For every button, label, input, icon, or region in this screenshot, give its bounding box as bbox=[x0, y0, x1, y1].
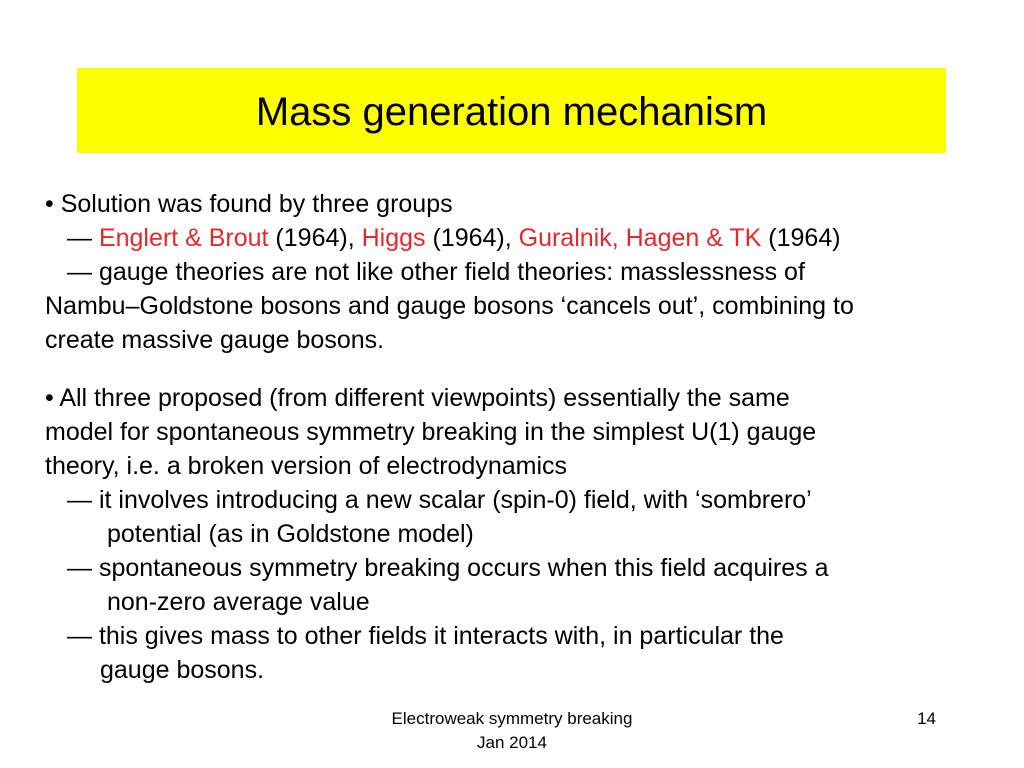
block2-line6: — spontaneous symmetry breaking occurs when this field acquires a bbox=[67, 554, 829, 582]
group-higgs: Higgs bbox=[361, 224, 426, 252]
group-year-1: (1964), bbox=[268, 224, 362, 252]
group-year-2: (1964), bbox=[425, 224, 519, 252]
block2-line7: non-zero average value bbox=[107, 588, 370, 616]
block2-line8: — this gives mass to other fields it interacts with, in particular the bbox=[67, 622, 784, 650]
slide-content bbox=[45, 187, 985, 687]
block1-bullet: • Solution was found by three groups bbox=[45, 190, 453, 218]
block2-line1: • All three proposed (from different viewpoints) essentially the same bbox=[45, 384, 790, 412]
slide-page-number: 14 bbox=[917, 709, 936, 728]
group-year-3: (1964) bbox=[761, 224, 841, 252]
block2-line4: — it involves introducing a new scalar (spin-0) field, with ‘sombrero’ bbox=[67, 486, 812, 514]
block1-dash: — bbox=[67, 224, 99, 252]
block1-line5: create massive gauge bosons. bbox=[45, 326, 385, 354]
group-guralnik-hagen-tk: Guralnik, Hagen & TK bbox=[518, 224, 762, 252]
block2-line3: theory, i.e. a broken version of electrodynamics bbox=[45, 452, 568, 480]
block2-line2: model for spontaneous symmetry breaking in the simplest U(1) gauge bbox=[45, 418, 817, 446]
block2-line5: potential (as in Goldstone model) bbox=[107, 520, 474, 548]
slide-title-box bbox=[77, 68, 946, 153]
footer-date: Jan 2014 bbox=[477, 733, 547, 752]
block1-groups-line bbox=[45, 221, 985, 255]
block-spacer bbox=[45, 357, 985, 381]
group-englert-brout: Englert & Brout bbox=[98, 224, 269, 252]
block1-line4: Nambu–Goldstone bosons and gauge bosons ‘cancels out’, combining to bbox=[45, 292, 854, 320]
footer-title: Electroweak symmetry breaking bbox=[391, 709, 633, 728]
block1-line3: — gauge theories are not like other field theories: masslessness of bbox=[67, 258, 805, 286]
block2-line9: gauge bosons. bbox=[100, 656, 265, 684]
slide-footer bbox=[362, 707, 662, 755]
slide-title: Mass generation mechanism bbox=[255, 89, 768, 134]
